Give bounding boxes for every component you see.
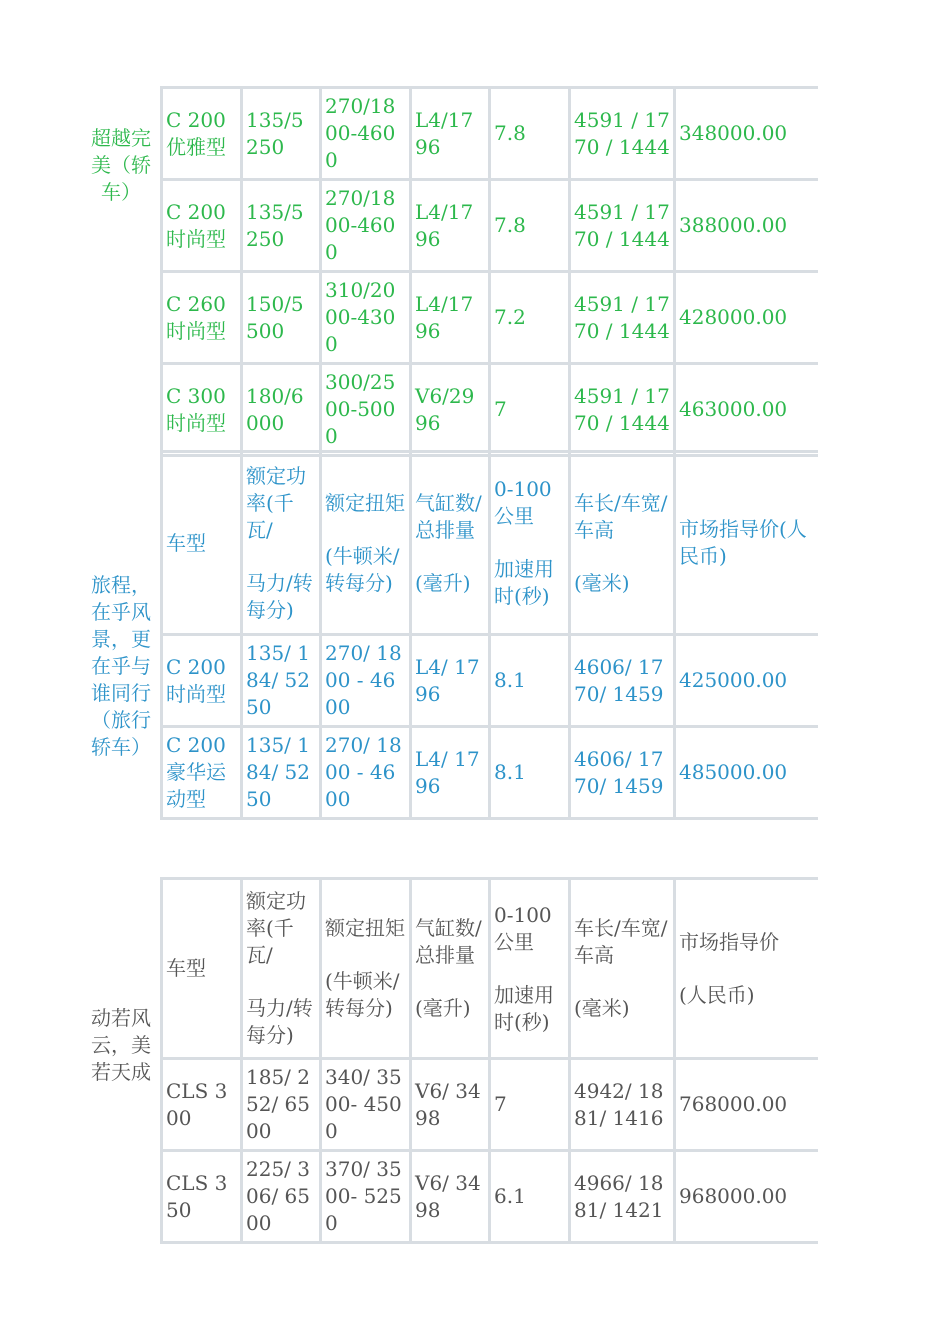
header-power-line1: 额定功率(千瓦/ xyxy=(246,889,306,967)
cylinder-cell: V6/ 3498 xyxy=(411,1151,490,1243)
price-cell: 428000.00 xyxy=(675,272,818,364)
power-cell: 135/ 184/ 5250 xyxy=(242,727,321,819)
price-cell: 425000.00 xyxy=(675,635,818,727)
torque-cell: 300/2500-5000 xyxy=(321,364,411,456)
header-dims xyxy=(570,452,675,635)
power-cell: 150/5500 xyxy=(242,272,321,364)
header-torque-line1: 额定扭矩 xyxy=(325,490,405,515)
header-torque xyxy=(321,879,411,1059)
table-row xyxy=(162,180,818,272)
header-dims xyxy=(570,879,675,1059)
table-row xyxy=(162,1059,818,1151)
section-label-cls: 动若风云，美若天成 xyxy=(91,1006,151,1084)
dims-cell: 4942/ 1881/ 1416 xyxy=(570,1059,675,1151)
header-dims-line2: (毫米) xyxy=(574,570,630,595)
sedan-spec-table xyxy=(160,86,818,457)
dims-cell: 4591 / 1770 / 1444 xyxy=(570,364,675,456)
header-dims-line1: 车长/车宽/车高 xyxy=(574,916,668,967)
model-cell: C 300 时尚型 xyxy=(162,364,242,456)
header-power-line2: 马力/转每分) xyxy=(246,996,313,1047)
table-row xyxy=(162,364,818,456)
torque-cell: 270/ 1800 - 4600 xyxy=(321,727,411,819)
cylinder-cell: L4/ 1796 xyxy=(411,727,490,819)
header-price xyxy=(675,879,818,1059)
dims-cell: 4606/ 1770/ 1459 xyxy=(570,635,675,727)
price-cell: 485000.00 xyxy=(675,727,818,819)
cls-spec-table xyxy=(160,877,818,1244)
header-torque-line1: 额定扭矩 xyxy=(325,916,405,940)
model-cell: C 200 时尚型 xyxy=(162,635,242,727)
accel-cell: 7 xyxy=(490,1059,570,1151)
dims-cell: 4606/ 1770/ 1459 xyxy=(570,727,675,819)
header-power xyxy=(242,879,321,1059)
price-cell: 463000.00 xyxy=(675,364,818,456)
accel-cell: 7.8 xyxy=(490,180,570,272)
accel-cell: 7 xyxy=(490,364,570,456)
header-accel xyxy=(490,452,570,635)
torque-cell: 340/ 3500- 4500 xyxy=(321,1059,411,1151)
table-header-row xyxy=(162,879,818,1059)
dims-cell: 4591 / 1770 / 1444 xyxy=(570,272,675,364)
power-cell: 180/6000 xyxy=(242,364,321,456)
accel-cell: 7.8 xyxy=(490,88,570,180)
torque-cell: 270/ 1800 - 4600 xyxy=(321,635,411,727)
cylinder-cell: L4/1796 xyxy=(411,272,490,364)
model-cell: C 200 豪华运动型 xyxy=(162,727,242,819)
header-power xyxy=(242,452,321,635)
table-row xyxy=(162,1151,818,1243)
header-accel-line2: 加速用时(秒) xyxy=(494,557,554,608)
torque-cell: 270/1800-4600 xyxy=(321,88,411,180)
section-label-estate: 旅程，在乎风景，更在乎与谁同行（旅行轿车） xyxy=(91,573,151,759)
header-dims-line2: (毫米) xyxy=(574,996,630,1020)
cylinder-cell: V6/2996 xyxy=(411,364,490,456)
dims-cell: 4591 / 1770 / 1444 xyxy=(570,88,675,180)
table-row xyxy=(162,727,818,819)
header-accel-line2: 加速用时(秒) xyxy=(494,982,554,1034)
price-cell: 348000.00 xyxy=(675,88,818,180)
cylinder-cell: V6/ 3498 xyxy=(411,1059,490,1151)
header-torque-line2: (牛顿米/转每分) xyxy=(325,969,400,1020)
section-label-sedan: 超越完美（轿车） xyxy=(91,126,151,204)
cylinder-cell: L4/1796 xyxy=(411,180,490,272)
price-cell: 768000.00 xyxy=(675,1059,818,1151)
price-cell: 388000.00 xyxy=(675,180,818,272)
accel-cell: 6.1 xyxy=(490,1151,570,1243)
header-cylinder xyxy=(411,879,490,1059)
header-cylinder-line2: (毫升) xyxy=(415,996,471,1020)
header-accel-line1: 0-100公里 xyxy=(494,477,552,528)
estate-spec-table xyxy=(160,450,818,820)
table-header-row xyxy=(162,452,818,635)
header-accel-line1: 0-100公里 xyxy=(494,902,552,954)
cylinder-cell: L4/ 1796 xyxy=(411,635,490,727)
header-torque xyxy=(321,452,411,635)
header-price-line1: 市场指导价 xyxy=(679,929,779,954)
header-model: 车型 xyxy=(162,879,242,1059)
header-dims-line1: 车长/车宽/车高 xyxy=(574,490,668,542)
model-cell: CLS 350 xyxy=(162,1151,242,1243)
header-model: 车型 xyxy=(162,452,242,635)
header-cylinder xyxy=(411,452,490,635)
header-cylinder-line2: (毫升) xyxy=(415,570,471,595)
header-power-line2: 马力/转每分) xyxy=(246,570,313,622)
header-cylinder-line1: 气缸数/总排量 xyxy=(415,490,482,542)
dims-cell: 4591 / 1770 / 1444 xyxy=(570,180,675,272)
torque-cell: 270/1800-4600 xyxy=(321,180,411,272)
accel-cell: 8.1 xyxy=(490,727,570,819)
header-power-line1: 额定功率(千瓦/ xyxy=(246,463,306,542)
table-row xyxy=(162,635,818,727)
model-cell: C 200 优雅型 xyxy=(162,88,242,180)
power-cell: 135/5250 xyxy=(242,180,321,272)
table-row xyxy=(162,88,818,180)
accel-cell: 7.2 xyxy=(490,272,570,364)
power-cell: 135/5250 xyxy=(242,88,321,180)
price-cell: 968000.00 xyxy=(675,1151,818,1243)
model-cell: C 260 时尚型 xyxy=(162,272,242,364)
header-price-line2: (人民币) xyxy=(679,982,755,1007)
accel-cell: 8.1 xyxy=(490,635,570,727)
power-cell: 225/ 306/ 6500 xyxy=(242,1151,321,1243)
model-cell: CLS 300 xyxy=(162,1059,242,1151)
header-torque-line2: (牛顿米/转每分) xyxy=(325,543,400,595)
cylinder-cell: L4/1796 xyxy=(411,88,490,180)
header-cylinder-line1: 气缸数/总排量 xyxy=(415,916,482,967)
dims-cell: 4966/ 1881/ 1421 xyxy=(570,1151,675,1243)
torque-cell: 310/2000-4300 xyxy=(321,272,411,364)
power-cell: 185/ 252/ 6500 xyxy=(242,1059,321,1151)
table-row xyxy=(162,272,818,364)
header-accel xyxy=(490,879,570,1059)
header-price: 市场指导价(人民币) xyxy=(675,452,818,635)
torque-cell: 370/ 3500- 5250 xyxy=(321,1151,411,1243)
power-cell: 135/ 184/ 5250 xyxy=(242,635,321,727)
model-cell: C 200 时尚型 xyxy=(162,180,242,272)
